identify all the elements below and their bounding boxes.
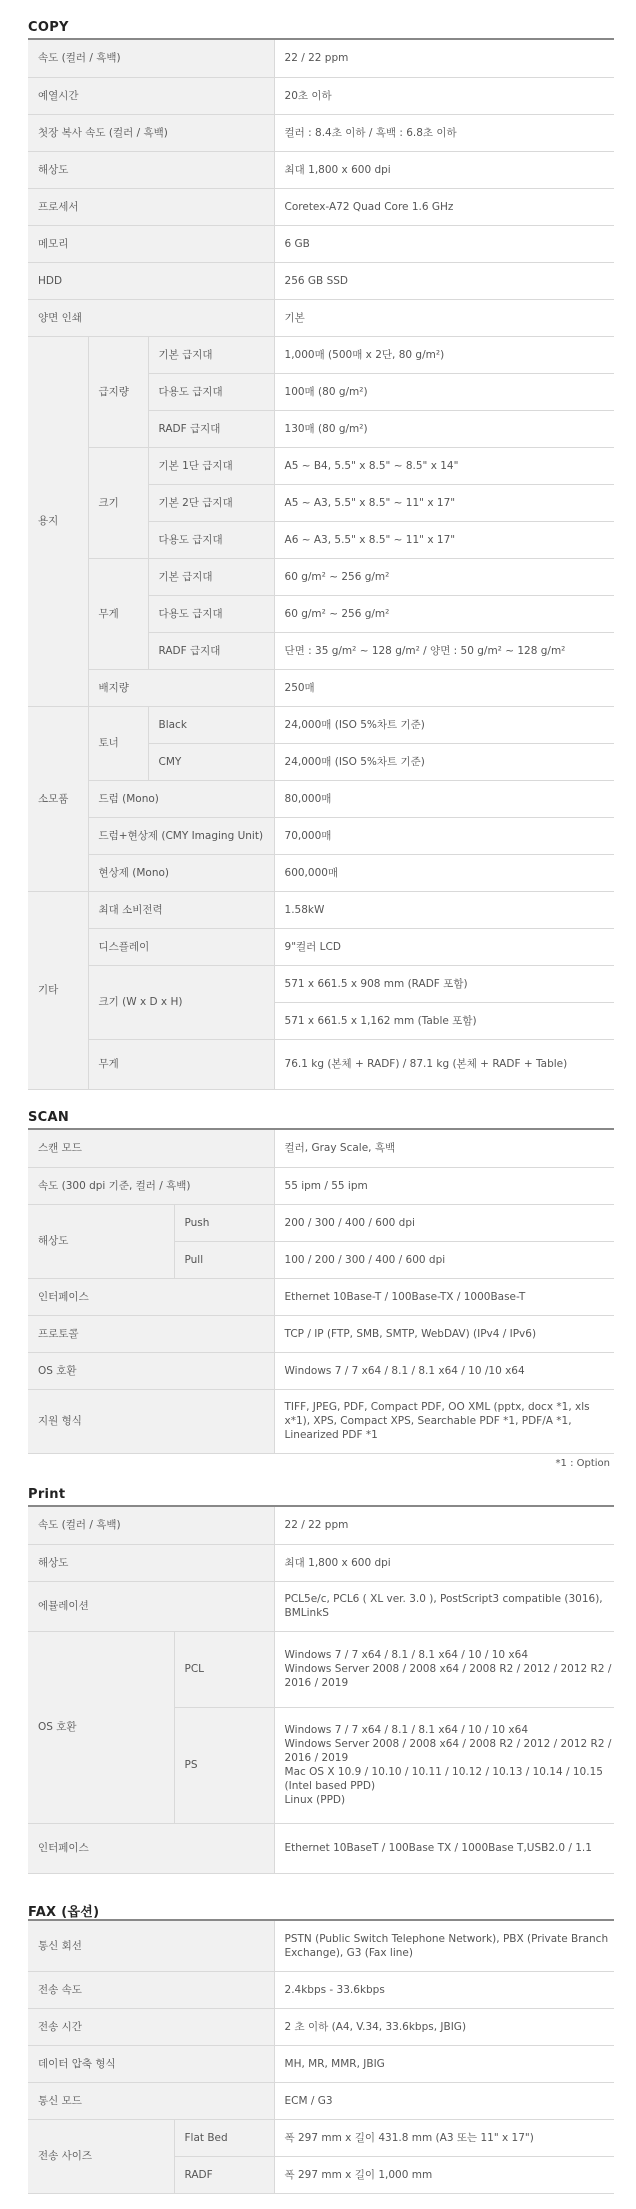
table-row: 해상도 최대 1,800 x 600 dpi: [28, 1544, 614, 1581]
table-row: 인터페이스 Ethernet 10BaseT / 100Base TX / 1000Base T,USB2.0 / 1.1: [28, 1823, 614, 1873]
table-row: 첫장 복사 속도 (컬러 / 흑백) 컬러 : 8.4초 이하 / 흑백 : 6.8초 이하: [28, 114, 614, 151]
table-row: 지원 형식 TIFF, JPEG, PDF, Compact PDF, OO XML (pptx, docx *1, xls x*1), XPS, Compact XPS, Searchable PDF *1, PDF/A *1, Linearized PDF *1: [28, 1389, 614, 1453]
table-row: 예열시간 20초 이하: [28, 77, 614, 114]
table-row: 기본 2단 급지대 A5 ~ A3, 5.5" x 8.5" ~ 11" x 17": [28, 484, 614, 521]
table-row: 크기 기본 1단 급지대 A5 ~ B4, 5.5" x 8.5" ~ 8.5" x 14": [28, 447, 614, 484]
table-row: 속도 (컬러 / 흑백) 22 / 22 ppm: [28, 40, 614, 77]
table-row: Pull 100 / 200 / 300 / 400 / 600 dpi: [28, 1241, 614, 1278]
fax-spec-table: [28, 1921, 614, 2194]
table-row: 프로세서 Coretex-A72 Quad Core 1.6 GHz: [28, 188, 614, 225]
table-row: 전송 시간 2 초 이하 (A4, V.34, 33.6kbps, JBIG): [28, 2008, 614, 2045]
table-row: RADF 폭 297 mm x 길이 1,000 mm: [28, 2156, 614, 2193]
table-row: 스캔 모드 컬러, Gray Scale, 흑백: [28, 1130, 614, 1167]
table-row: RADF 급지대 단면 : 35 g/m² ~ 128 g/m² / 양면 : 50 g/m² ~ 128 g/m²: [28, 632, 614, 669]
table-row: 무게 76.1 kg (본체 + RADF) / 87.1 kg (본체 + RADF + Table): [28, 1039, 614, 1089]
table-row: PS Windows 7 / 7 x64 / 8.1 / 8.1 x64 / 10 / 10 x64 Windows Server 2008 / 2008 x64 / 2008 R2 / 2012 / 2012 R2 / 2016 / 2019 Mac OS X 10.9 / 10.10 / 10.11 / 10.12 / 10.13 / 10.14 / 10.15 (Intel based PPD) Linux (PPD): [28, 1707, 614, 1823]
option-footnote: *1 : Option: [555, 1457, 611, 1469]
table-row: 해상도 최대 1,800 x 600 dpi: [28, 151, 614, 188]
table-row: 배지량 250매: [28, 669, 614, 706]
table-row: 해상도 Push 200 / 300 / 400 / 600 dpi: [28, 1204, 614, 1241]
table-row: 통신 모드 ECM / G3: [28, 2082, 614, 2119]
table-row: OS 호환 Windows 7 / 7 x64 / 8.1 / 8.1 x64 / 10 /10 x64: [28, 1352, 614, 1389]
table-row: 속도 (300 dpi 기준, 컬러 / 흑백) 55 ipm / 55 ipm: [28, 1167, 614, 1204]
table-row: 드럼 (Mono) 80,000매: [28, 780, 614, 817]
table-row: OS 호환 PCL Windows 7 / 7 x64 / 8.1 / 8.1 x64 / 10 / 10 x64 Windows Server 2008 / 2008 x64 / 2008 R2 / 2012 / 2012 R2 / 2016 / 2019: [28, 1631, 614, 1707]
table-row: 양면 인쇄 기본: [28, 299, 614, 336]
table-row: CMY 24,000매 (ISO 5%차트 기준): [28, 743, 614, 780]
table-row: 에뮬레이션 PCL5e/c, PCL6 ( XL ver. 3.0 ), PostScript3 compatible (3016), BMLinkS: [28, 1581, 614, 1631]
scan-spec-table: [28, 1130, 614, 1454]
table-row: 디스플레이 9"컬러 LCD: [28, 928, 614, 965]
print-spec-table: [28, 1507, 614, 1874]
table-row: 현상제 (Mono) 600,000매: [28, 854, 614, 891]
table-row: 571 x 661.5 x 1,162 mm (Table 포함): [28, 1002, 614, 1039]
table-row: 기타 최대 소비전력 1.58kW: [28, 891, 614, 928]
copy-spec-table: [28, 40, 614, 1090]
table-row: 데이터 압축 형식 MH, MR, MMR, JBIG: [28, 2045, 614, 2082]
copy-section-title: COPY: [28, 20, 69, 35]
table-row: 소모품 토너 Black 24,000매 (ISO 5%차트 기준): [28, 706, 614, 743]
table-row: 프로토콜 TCP / IP (FTP, SMB, SMTP, WebDAV) (IPv4 / IPv6): [28, 1315, 614, 1352]
table-row: 통신 회선 PSTN (Public Switch Telephone Network), PBX (Private Branch Exchange), G3 (Fax line): [28, 1921, 614, 1971]
table-row: 속도 (컬러 / 흑백) 22 / 22 ppm: [28, 1507, 614, 1544]
table-row: 용지 급지량 기본 급지대 1,000매 (500매 x 2단, 80 g/m²): [28, 336, 614, 373]
scan-section-title: SCAN: [28, 1110, 70, 1125]
table-row: 인터페이스 Ethernet 10Base-T / 100Base-TX / 1000Base-T: [28, 1278, 614, 1315]
print-section-title: Print: [28, 1487, 66, 1502]
fax-section-title: FAX (옵션): [28, 1905, 100, 1920]
table-row: HDD 256 GB SSD: [28, 262, 614, 299]
table-row: 메모리 6 GB: [28, 225, 614, 262]
table-row: 전송 속도 2.4kbps - 33.6kbps: [28, 1971, 614, 2008]
table-row: 크기 (W x D x H) 571 x 661.5 x 908 mm (RADF 포함): [28, 965, 614, 1002]
table-row: 다용도 급지대 100매 (80 g/m²): [28, 373, 614, 410]
table-row: RADF 급지대 130매 (80 g/m²): [28, 410, 614, 447]
table-row: 드럼+현상제 (CMY Imaging Unit) 70,000매: [28, 817, 614, 854]
table-row: 무게 기본 급지대 60 g/m² ~ 256 g/m²: [28, 558, 614, 595]
table-row: 다용도 급지대 A6 ~ A3, 5.5" x 8.5" ~ 11" x 17": [28, 521, 614, 558]
table-row: 다용도 급지대 60 g/m² ~ 256 g/m²: [28, 595, 614, 632]
table-row: 전송 사이즈 Flat Bed 폭 297 mm x 길이 431.8 mm (A3 또는 11" x 17"): [28, 2119, 614, 2156]
